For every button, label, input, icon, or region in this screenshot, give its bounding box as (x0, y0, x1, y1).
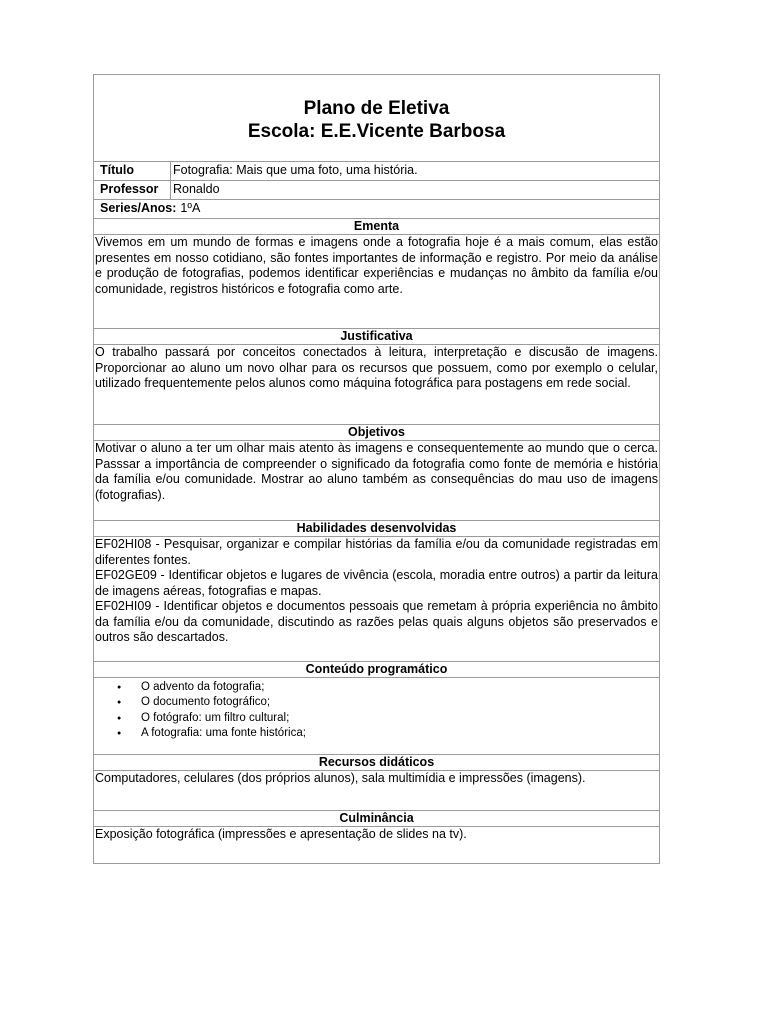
conteudo-list-item: ● O advento da fotografia; (141, 680, 658, 695)
objetivos-text: Motivar o aluno a ter um olhar mais atento às imagens e consequentemente ao mundo que o cerca. Passsar a importância de compreender o significado da fotografia como fonte de memória e história da família e/ou comunidade. Mostrar ao aluno também as consequências do mau uso de imagens (fotografias). (95, 441, 658, 502)
conteudo-list-item: ● A fotografia: uma fonte histórica; (141, 726, 658, 741)
series-label: Series/Anos: (100, 201, 177, 215)
series-value: 1ºA (180, 201, 201, 215)
culminancia-text: Exposição fotográfica (impressões e apresentação de slides na tv). (95, 827, 467, 841)
conteudo-list-item: ● O documento fotográfico; (141, 695, 658, 710)
justificativa-text: O trabalho passará por conceitos conectados à leitura, interpretação e discusão de imagens. Proporcionar ao aluno um novo olhar para os recursos que possuem, como por exemplo o celular, utilizado frequentemente pelos alunos como máquina fotográfica para postagens em rede social. (95, 345, 658, 390)
series-row (94, 200, 659, 219)
document-title: Plano de Eletiva (303, 98, 450, 119)
title-label: Título (94, 162, 171, 180)
conteudo-list (95, 678, 658, 741)
habilidade-item: EF02HI08 - Pesquisar, organizar e compilar histórias da família e/ou da comunidade registradas em diferentes fontes. (95, 537, 658, 567)
objetivos-body (94, 441, 659, 521)
objetivos-heading: Objetivos (94, 425, 659, 441)
conteudo-body (94, 678, 659, 755)
professor-value: Ronaldo (173, 182, 220, 196)
recursos-heading: Recursos didáticos (94, 755, 659, 771)
habilidade-item: EF02GE09 - Identificar objetos e lugares de vivência (escola, moradia entre outros) a partir da leitura de imagens aéreas, fotografias e mapas. (95, 568, 658, 598)
professor-row (94, 181, 659, 200)
conteudo-heading: Conteúdo programático (94, 662, 659, 678)
school-name: Escola: E.E.Vicente Barbosa (247, 121, 506, 142)
ementa-heading: Ementa (94, 219, 659, 235)
recursos-text: Computadores, celulares (dos próprios alunos), sala multimídia e impressões (imagens). (95, 771, 586, 785)
habilidades-heading: Habilidades desenvolvidas (94, 521, 659, 537)
elective-plan-document (93, 74, 660, 864)
habilidade-item: EF02HI09 - Identificar objetos e documentos pessoais que remetam à própria experiência no âmbito da família e/ou da comunidade, discutindo as razões pelas quais alguns objetos são preservados e outros são descartados. (95, 599, 658, 644)
conteudo-list-item: ● O fotógrafo: um filtro cultural; (141, 711, 658, 726)
habilidades-body (94, 537, 659, 662)
culminancia-body (94, 827, 659, 863)
title-row (94, 162, 659, 181)
ementa-body (94, 235, 659, 329)
ementa-text: Vivemos em um mundo de formas e imagens onde a fotografia hoje é a mais comum, elas estão presentes em nosso cotidiano, são fontes importantes de informação e registro. Por meio da análise e produção de fotografias, podemos identificar experiências e mudanças no âmbito da família e/ou comunidade, registros históricos e fotografia como arte. (95, 235, 658, 296)
justificativa-heading: Justificativa (94, 329, 659, 345)
justificativa-body (94, 345, 659, 425)
culminancia-heading: Culminância (94, 811, 659, 827)
document-header (94, 75, 659, 162)
title-value: Fotografia: Mais que uma foto, uma história. (173, 163, 418, 177)
professor-label: Professor (94, 181, 171, 199)
recursos-body (94, 771, 659, 811)
